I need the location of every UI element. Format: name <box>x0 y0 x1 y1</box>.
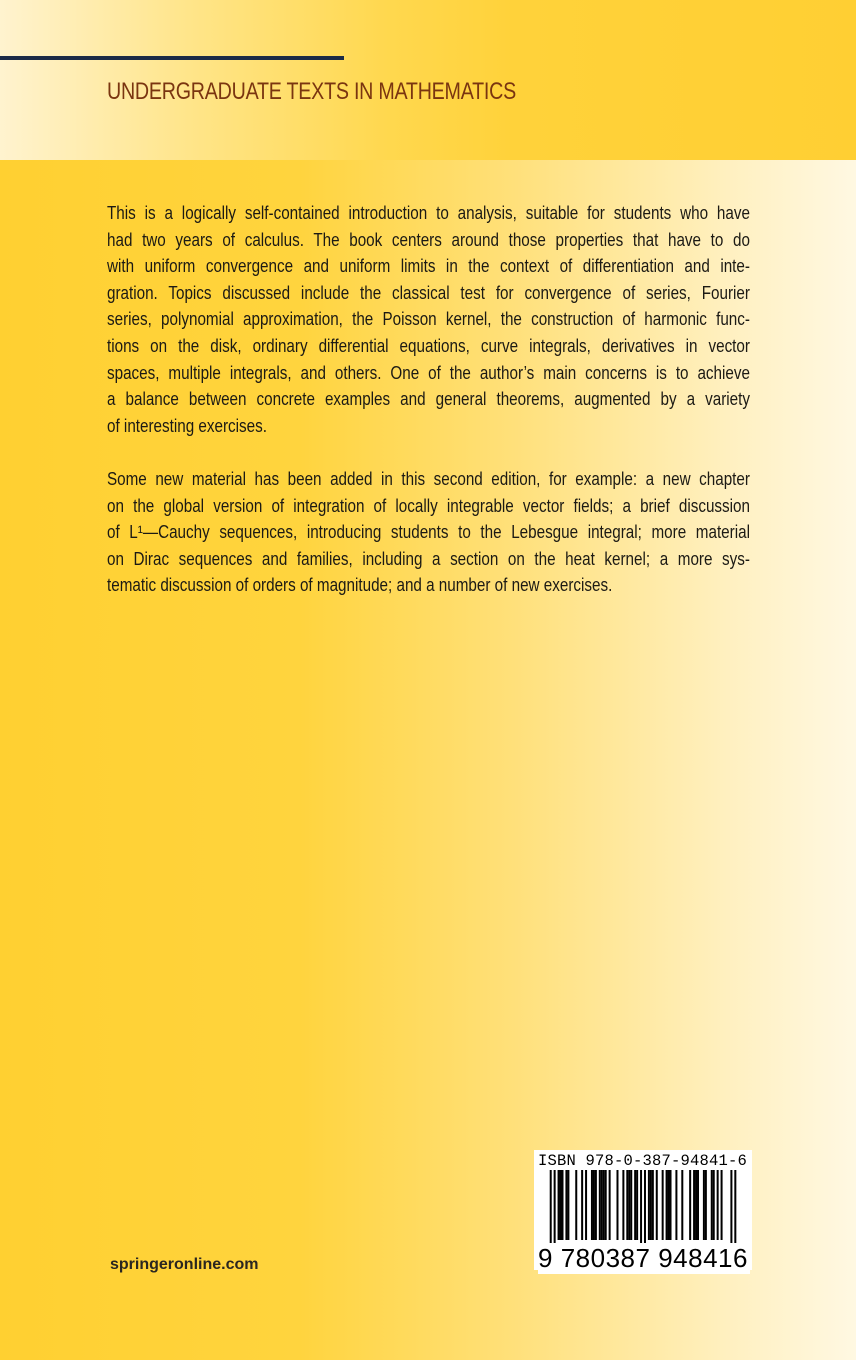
barcode-bar <box>585 1170 587 1240</box>
barcode-bar <box>693 1170 695 1240</box>
description-line: on the global version of integration of locally integrable vector fields; a brief discussion <box>107 495 750 516</box>
barcode-bars <box>534 1170 752 1250</box>
barcode-bar <box>560 1170 562 1240</box>
barcode-bar <box>705 1170 707 1240</box>
barcode-bar <box>640 1170 642 1250</box>
barcode-bar <box>581 1170 583 1240</box>
barcode-bar <box>734 1170 736 1250</box>
barcode-bar <box>648 1170 650 1240</box>
barcode-bar <box>601 1170 603 1240</box>
barcode-bar <box>675 1170 677 1240</box>
description-line: a balance between concrete examples and general theorems, augmented by a variety <box>107 389 750 410</box>
cover-header <box>0 0 856 160</box>
description-line: tematic discussion of orders of magnitude; and a number of new exercises. <box>107 575 613 596</box>
barcode-bar <box>636 1170 638 1240</box>
barcode-bar <box>670 1170 672 1240</box>
description-paragraph-2 <box>107 466 856 599</box>
barcode-bar <box>634 1170 636 1240</box>
description-line: spaces, multiple integrals, and others. One of the author’s main concerns is to achieve <box>107 362 750 383</box>
barcode-bar <box>695 1170 697 1240</box>
barcode-bar <box>567 1170 569 1240</box>
publisher-website[interactable]: springeronline.com <box>110 1256 259 1273</box>
barcode-bar <box>721 1170 723 1240</box>
barcode-bar <box>666 1170 668 1240</box>
series-title: UNDERGRADUATE TEXTS IN MATHEMATICS <box>107 78 516 105</box>
barcode-bar <box>689 1170 691 1240</box>
barcode-bar <box>656 1170 658 1240</box>
description-line: tions on the disk, ordinary differential equations, curve integrals, derivatives in vector <box>107 335 750 356</box>
description-line: series, polynomial approximation, the Poisson kernel, the construction of harmonic func- <box>107 309 750 330</box>
description-line: on Dirac sequences and families, including a section on the heat kernel; a more sys- <box>107 548 750 569</box>
description-line: of L¹—Cauchy sequences, introducing students to the Lebesgue integral; more material <box>107 522 750 543</box>
description-paragraph-1 <box>107 200 856 439</box>
barcode-bar <box>703 1170 705 1240</box>
description-line: gration. Topics discussed include the classical test for convergence of series, Fourier <box>107 282 750 303</box>
barcode-bar <box>628 1170 630 1240</box>
barcode-bar <box>713 1170 715 1240</box>
description-line: of interesting exercises. <box>107 415 267 436</box>
barcode-bar <box>558 1170 560 1240</box>
ean-right-digits: 948416 <box>658 1243 748 1273</box>
ean-digits <box>538 1243 750 1274</box>
barcode-bar <box>644 1170 646 1250</box>
barcode-bar <box>681 1170 683 1240</box>
barcode-bar <box>554 1170 556 1250</box>
barcode-bar <box>599 1170 601 1240</box>
barcode-bar <box>717 1170 719 1240</box>
ean-left-digits: 780387 <box>560 1243 651 1273</box>
barcode-bar <box>605 1170 607 1240</box>
header-rule <box>0 56 344 60</box>
description-line: with uniform convergence and uniform limits in the context of differentiation and inte- <box>107 256 750 277</box>
barcode-bar <box>668 1170 670 1240</box>
barcode-bar <box>565 1170 567 1240</box>
barcode-bar <box>603 1170 605 1240</box>
barcode-bar <box>652 1170 654 1240</box>
barcode-bar <box>697 1170 699 1240</box>
description-line: Some new material has been added in this second edition, for example: a new chapter <box>107 469 750 489</box>
barcode-bar <box>575 1170 577 1240</box>
barcode-bar <box>630 1170 632 1240</box>
isbn-barcode <box>534 1150 752 1273</box>
barcode-bar <box>591 1170 593 1240</box>
barcode-bar <box>595 1170 597 1240</box>
barcode-bar <box>550 1170 552 1250</box>
description-line: had two years of calculus. The book centers around those properties that have to do <box>107 229 750 250</box>
barcode-bar <box>609 1170 611 1240</box>
barcode-bar <box>626 1170 628 1240</box>
barcode-bar <box>593 1170 595 1240</box>
barcode-bar <box>622 1170 624 1240</box>
barcode-bar <box>561 1170 563 1240</box>
barcode-bar <box>711 1170 713 1240</box>
barcode-bar <box>662 1170 664 1240</box>
barcode-bar <box>730 1170 732 1250</box>
ean-first-digit: 9 <box>538 1243 553 1273</box>
isbn-label: ISBN 978-0-387-94841-6 <box>538 1152 748 1170</box>
barcode-bar <box>616 1170 618 1240</box>
description-line: This is a logically self-contained introduction to analysis, suitable for students who have <box>107 203 750 223</box>
barcode-bar <box>650 1170 652 1240</box>
